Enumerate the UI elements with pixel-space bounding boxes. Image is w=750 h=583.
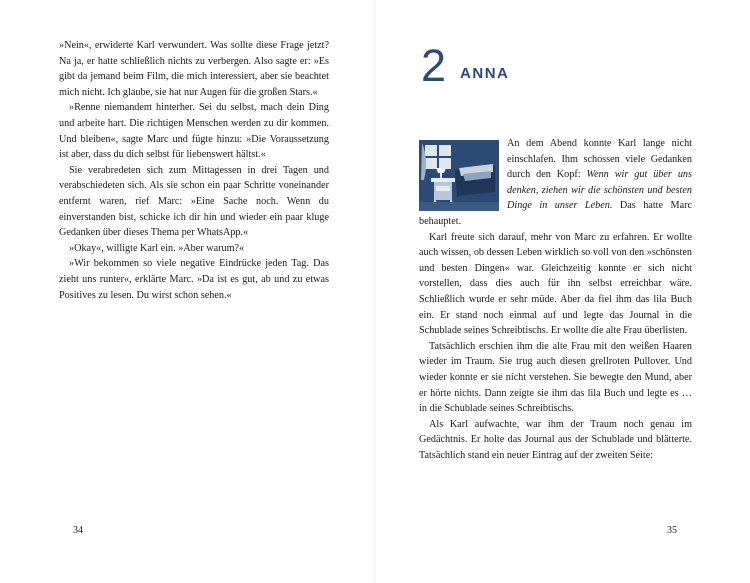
page-number-right: 35 [667, 525, 677, 536]
right-paragraph-1-italic: Wenn wir gut über uns denken, ziehen wir die schönsten und besten Dinge in unser Leben. [507, 169, 692, 212]
book-gutter [374, 0, 376, 583]
chapter-heading [421, 38, 510, 91]
right-paragraph-4: Als Karl aufwachte, war ihm der Traum noch genau im Gedächtnis. Er holte das Journal aus der Schublade und blätterte. Tatsächlich stand ein neuer Eintrag auf der zweiten Seite: [419, 418, 692, 461]
chapter-number: 2 [421, 40, 447, 91]
bedroom-illustration [419, 140, 499, 211]
left-paragraph-3: Sie verabredeten sich zum Mittagessen in drei Tagen und verabschiedeten sich. Als sie schon ein paar Schritte voneinander entfernt waren, rief Marc: »Eine Sache noch. Wenn du einverstanden bist, schicke ich dir hin und wieder ein paar kluge Gedanken über dieses Thema per WhatsApp.« [59, 164, 329, 239]
right-paragraph-2: Karl freute sich darauf, mehr von Marc zu erfahren. Er wollte auch wissen, ob dessen Leben wirklich so voll von den »schönsten und besten Dingen« war. Gleichzeitig konnte er sich nicht vorstellen, dass dies auch für ihn selbst erreichbar wäre. Schließlich wurde er sehr müde. Aber da fiel ihm das lila Buch ein. Er stand noch einmal auf und legte das Journal in die Schublade seines Schreibtischs. Er wollte die alte Frau überlisten. [419, 231, 692, 337]
left-paragraph-4: »Okay«, willigte Karl ein. »Aber warum?« [69, 242, 245, 254]
left-paragraph-2: »Renne niemandem hinterher. Sei du selbst, mach dein Ding und arbeite hart. Die richtigen Menschen werden zu dir kommen. Und bleiben«, sagte Marc und fügte hinzu: »Die Voraussetzung ist aber, dass du dich selbst für liebenswert hältst.« [59, 102, 329, 161]
right-paragraph-1-end: Das hatte Marc behauptet. [419, 200, 693, 227]
left-paragraph-1: »Nein«, erwiderte Karl verwundert. Was sollte diese Frage jetzt? Na ja, er hatte schließlich nichts zu verbergen. Also sagte er: »Es gibt da jemand beim Film, die mich interessiert, aber sie beachtet mich nicht. Ich glaube, sie hat nur Augen für die großen Stars.« [59, 40, 329, 98]
right-page-body [419, 136, 692, 463]
page-number-left: 34 [73, 525, 83, 536]
right-paragraph-3: Tatsächlich erschien ihm die alte Frau mit den weißen Haaren wieder im Traum. Sie trug auch diesen grellroten Pullover. Und wieder konnte er sie nicht verstehen. Sie bewegte den Mund, aber er hörte nichts. Dann zeigte sie ihm das lila Buch und legte es … in die Schublade seines Schreibtischs. [419, 340, 692, 415]
right-paragraph-1-start: An dem Abend konnte Karl lange nicht einschlafen. Ihm schossen viele Gedanken durch den Kopf: [507, 138, 692, 181]
left-page-body [59, 38, 329, 303]
left-paragraph-5: »Wir bekommen so viele negative Eindrücke jeden Tag. Das zieht uns runter«, erklärte Marc. »Da ist es gut, ab und zu etwas Positives zu lesen. Du wirst schon sehen.« [59, 258, 329, 301]
chapter-title: ANNA [460, 65, 510, 82]
